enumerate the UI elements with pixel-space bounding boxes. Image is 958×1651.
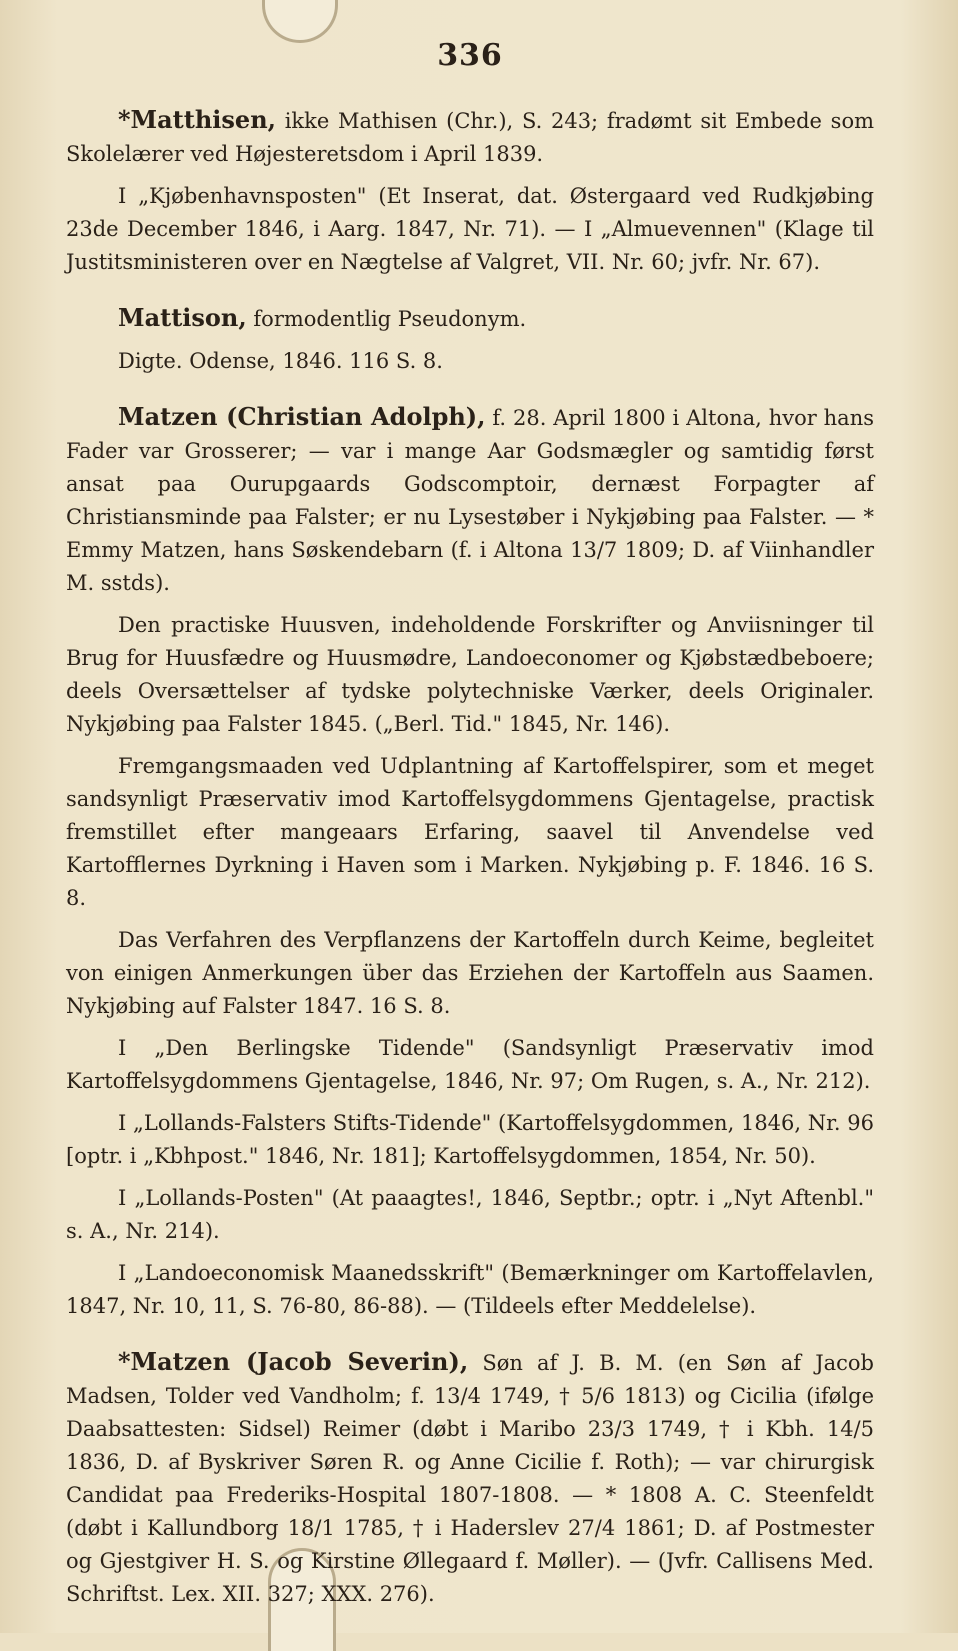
entry-text: Søn af J. B. M. (en Søn af Jacob Madsen, Tolder ved Vandholm; f. 13/4 1749, † 5/6 1813) og Cicilia (ifølge Daabsattesten: Sidsel) Reimer (døbt i Maribo 23/3 1749, † i Kbh. 14/5 1836, D. af Byskriver Søren R. og Anne Cicilie f. Roth); — var chirurgisk Candidat paa Frederiks-Hospital 1807-1808. — * 1808 A. C. Steenfeldt (døbt i Kallundborg 18/1 1785, † i Haderslev 27/4 1861; D. af Postmester og Gjestgiver H. S. og Kirstine Øllegaard f. Møller). — (Jvfr. Callisens Med. Schriftst. Lex. XII. 327; XXX. 276). xyxy=(66,1351,874,1606)
entry-reference: I „Lollands-Posten" (At paaagtes!, 1846, Septbr.; optr. i „Nyt Aftenbl." s. A., Nr. 214). xyxy=(66,1186,874,1243)
entry-head: *Matzen (Jacob Severin), xyxy=(118,1347,469,1376)
entry-head: Matzen (Christian Adolph), xyxy=(118,402,486,431)
entry-matthisen xyxy=(66,103,874,171)
entry-text: ikke Mathisen (Chr.), S. 243; fradømt sit Embede som Skolelærer ved Højesteretsdom i April 1839. xyxy=(66,109,874,166)
entry-head: Mattison, xyxy=(118,303,247,332)
entry-work: Fremgangsmaaden ved Udplantning af Kartoffelspirer, som et meget sandsynligt Præservativ imod Kartoffelsygdommens Gjentagelse, practisk fremstillet efter mangeaars Erfaring, saavel til Anvendelse ved Kartofflernes Dyrkning i Haven som i Marken. Nykjøbing p. F. 1846. 16 S. 8. xyxy=(66,754,874,910)
entry-work: Den practiske Huusven, indeholdende Forskrifter og Anviisninger til Brug for Huusfædre og Huusmødre, Landoeconomer og Kjøbstædbeboere; deels Oversættelser af tydske polytechniske Værker, deels Originaler. Nykjøbing paa Falster 1845. („Berl. Tid." 1845, Nr. 146). xyxy=(66,613,874,736)
page-content xyxy=(66,30,874,1611)
entry-text: formodentlig Pseudonym. xyxy=(246,307,527,331)
entry-work: Das Verfahren des Verpflanzens der Kartoffeln durch Keime, begleitet von einigen Anmerkungen über das Erziehen der Kartoffeln aus Saamen. Nykjøbing auf Falster 1847. 16 S. 8. xyxy=(66,928,874,1018)
entry-reference: I „Lollands-Falsters Stifts-Tidende" (Kartoffelsygdommen, 1846, Nr. 96 [optr. i „Kbhpost." 1846, Nr. 181]; Kartoffelsygdommen, 1854, Nr. 50). xyxy=(66,1111,874,1168)
entry-matzen-christian xyxy=(66,400,874,600)
entry-head: *Matthisen, xyxy=(118,105,276,134)
entry-reference: I „Landoeconomisk Maanedsskrift" (Bemærkninger om Kartoffelavlen, 1847, Nr. 10, 11, S. 76-80, 86-88). — (Tildeels efter Meddelelse). xyxy=(66,1261,874,1318)
entry-mattison xyxy=(66,301,874,336)
entry-reference: I „Kjøbenhavnsposten" (Et Inserat, dat. Østergaard ved Rudkjøbing 23de December 1846, i Aarg. 1847, Nr. 71). — I „Almuevennen" (Klage til Justitsministeren over en Nægtelse af Valgret, VII. Nr. 60; jvfr. Nr. 67). xyxy=(66,184,874,274)
entry-reference: I „Den Berlingske Tidende" (Sandsynligt Præservativ imod Kartoffelsygdommens Gjentagelse, 1846, Nr. 97; Om Rugen, s. A., Nr. 212). xyxy=(66,1036,874,1093)
entry-work: Digte. Odense, 1846. 116 S. 8. xyxy=(118,349,443,373)
entry-matzen-jacob xyxy=(66,1345,874,1611)
entry-text: f. 28. April 1800 i Altona, hvor hans Fader var Grosserer; — var i mange Aar Godsmægler og samtidig først ansat paa Ourupgaards Godscomptoir, dernæst Forpagter af Christiansminde paa Falster; er nu Lysestøber i Nykjøbing paa Falster. — * Emmy Matzen, hans Søskendebarn (f. i Altona 13/7 1809; D. af Viinhandler M. sstds). xyxy=(66,406,874,595)
page-number: 336 xyxy=(437,38,503,73)
